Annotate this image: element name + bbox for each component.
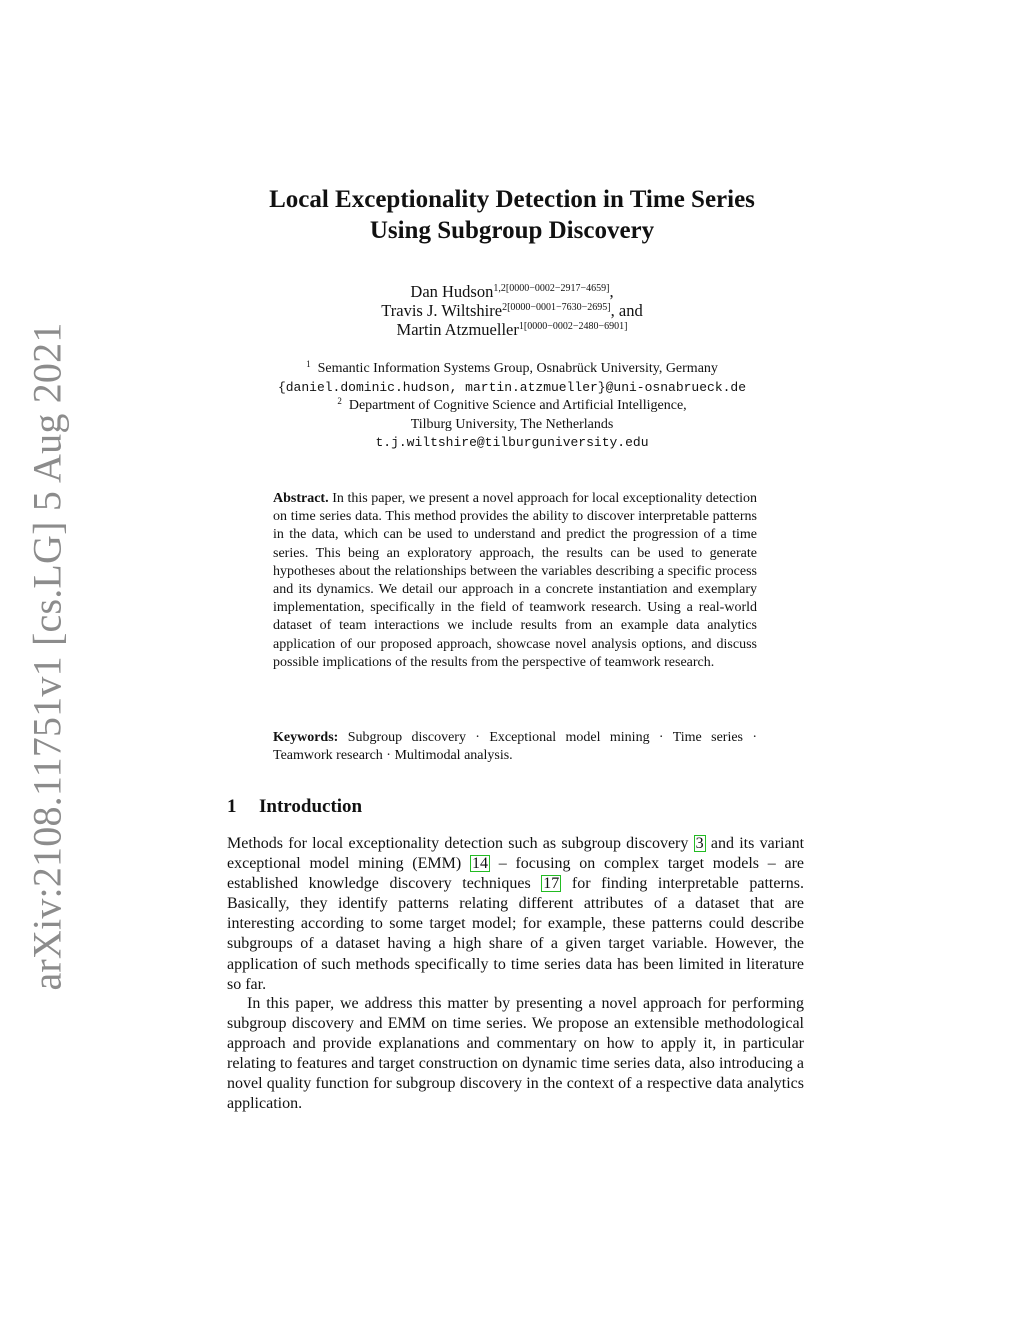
citation-link[interactable]: 17 xyxy=(543,875,560,893)
citation-link[interactable]: 3 xyxy=(695,835,704,852)
affiliation-mark: 2 xyxy=(337,396,342,406)
author-orcid: 2[0000−0001−7630−2695] xyxy=(502,302,611,313)
intro-paragraph-2: In this paper, we address this matter by presenting a novel approach for performing subgroup discovery and EMM on time series. We propose an extensible methodological approach and provide explanations and commentary on how to apply it, in particular relating to features and target construction on dynamic time series data, also introducing a novel quality function for subgroup discovery in the context of a respective data analytics application. xyxy=(227,995,804,1113)
paragraph-text: and its variant exceptional model mining (EMM) xyxy=(227,835,805,873)
author-list xyxy=(0,282,1024,339)
section-title: Introduction xyxy=(259,796,363,817)
author-name: Dan Hudson xyxy=(410,282,494,301)
abstract xyxy=(273,490,757,672)
affiliation-1 xyxy=(0,360,1024,379)
author-orcid: 1,2[0000−0002−2917−4659] xyxy=(493,283,610,294)
author-separator: , and xyxy=(610,301,643,320)
affiliation-name: Semantic Information Systems Group, Osnabrück University, Germany xyxy=(317,361,718,376)
author-entry xyxy=(0,301,1024,320)
keywords-text: Subgroup discovery · Exceptional model mining · Time series · Teamwork research · Multimodal analysis. xyxy=(273,730,758,764)
intro-paragraph-1 xyxy=(227,834,804,995)
affiliation-name: Department of Cognitive Science and Artificial Intelligence, xyxy=(348,398,687,413)
author-orcid: 1[0000−0002−2480−6901] xyxy=(518,321,628,332)
paragraph-text: – focusing on complex target models – are established knowledge discovery techniques xyxy=(227,855,805,893)
abstract-label: Abstract. xyxy=(273,491,329,506)
author-name: Martin Atzmueller xyxy=(396,320,519,339)
arxiv-identifier-text: arXiv:2108.11751v1 [cs.LG] 5 Aug 2021 xyxy=(24,321,70,991)
affiliation-2-email: t.j.wiltshire@tilburguniversity.edu xyxy=(375,435,649,450)
affiliation-2-line-2: Tilburg University, The Netherlands xyxy=(410,416,614,432)
affiliation-mark: 1 xyxy=(306,359,311,369)
section-heading-introduction xyxy=(227,795,362,819)
affiliations xyxy=(0,360,1024,453)
affiliation-2 xyxy=(0,397,1024,416)
keywords-label: Keywords: xyxy=(273,730,339,745)
paper-title-line-1: Local Exceptionality Detection in Time Series xyxy=(269,186,755,213)
author-separator: , xyxy=(609,282,614,301)
author-entry xyxy=(0,320,1024,339)
citation-link[interactable]: 14 xyxy=(471,855,488,873)
abstract-text: In this paper, we present a novel approach for local exceptionality detection on time series data. This method provides the ability to discover interpretable patterns in the data, which can be used to understand and predict the progression of a time series. This being an exploratory approach, the results can be used to generate hypotheses about the relationships between the variables describing a specific process and its dynamics. We detail our approach in a concrete instantiation and exemplary implementation, specifically in the field of teamwork research. Using a real-world dataset of team interactions we include results from an example data analytics application of our proposed approach, showcase novel analysis options, and discuss possible implications of the results from the perspective of teamwork research. xyxy=(273,491,758,670)
paper-title-line-2: Using Subgroup Discovery xyxy=(369,217,655,244)
affiliation-1-email: {daniel.dominic.hudson, martin.atzmueller}@uni-osnabrueck.de xyxy=(277,379,747,395)
paper-title xyxy=(0,184,1024,246)
paragraph-text: Methods for local exceptionality detection such as subgroup discovery xyxy=(227,835,689,852)
author-entry xyxy=(0,282,1024,301)
section-number: 1 xyxy=(227,796,237,817)
paragraph-text: for finding interpretable patterns. Basically, they identify patterns relating different attributes of a dataset that are interesting according to some target model; for example, these patterns could describe subgroups of a dataset having a high share of a given target variable. However, the application of such methods specifically to time series data has been limited in literature so far. xyxy=(227,875,805,993)
keywords xyxy=(273,729,757,765)
author-name: Travis J. Wiltshire xyxy=(381,301,503,320)
